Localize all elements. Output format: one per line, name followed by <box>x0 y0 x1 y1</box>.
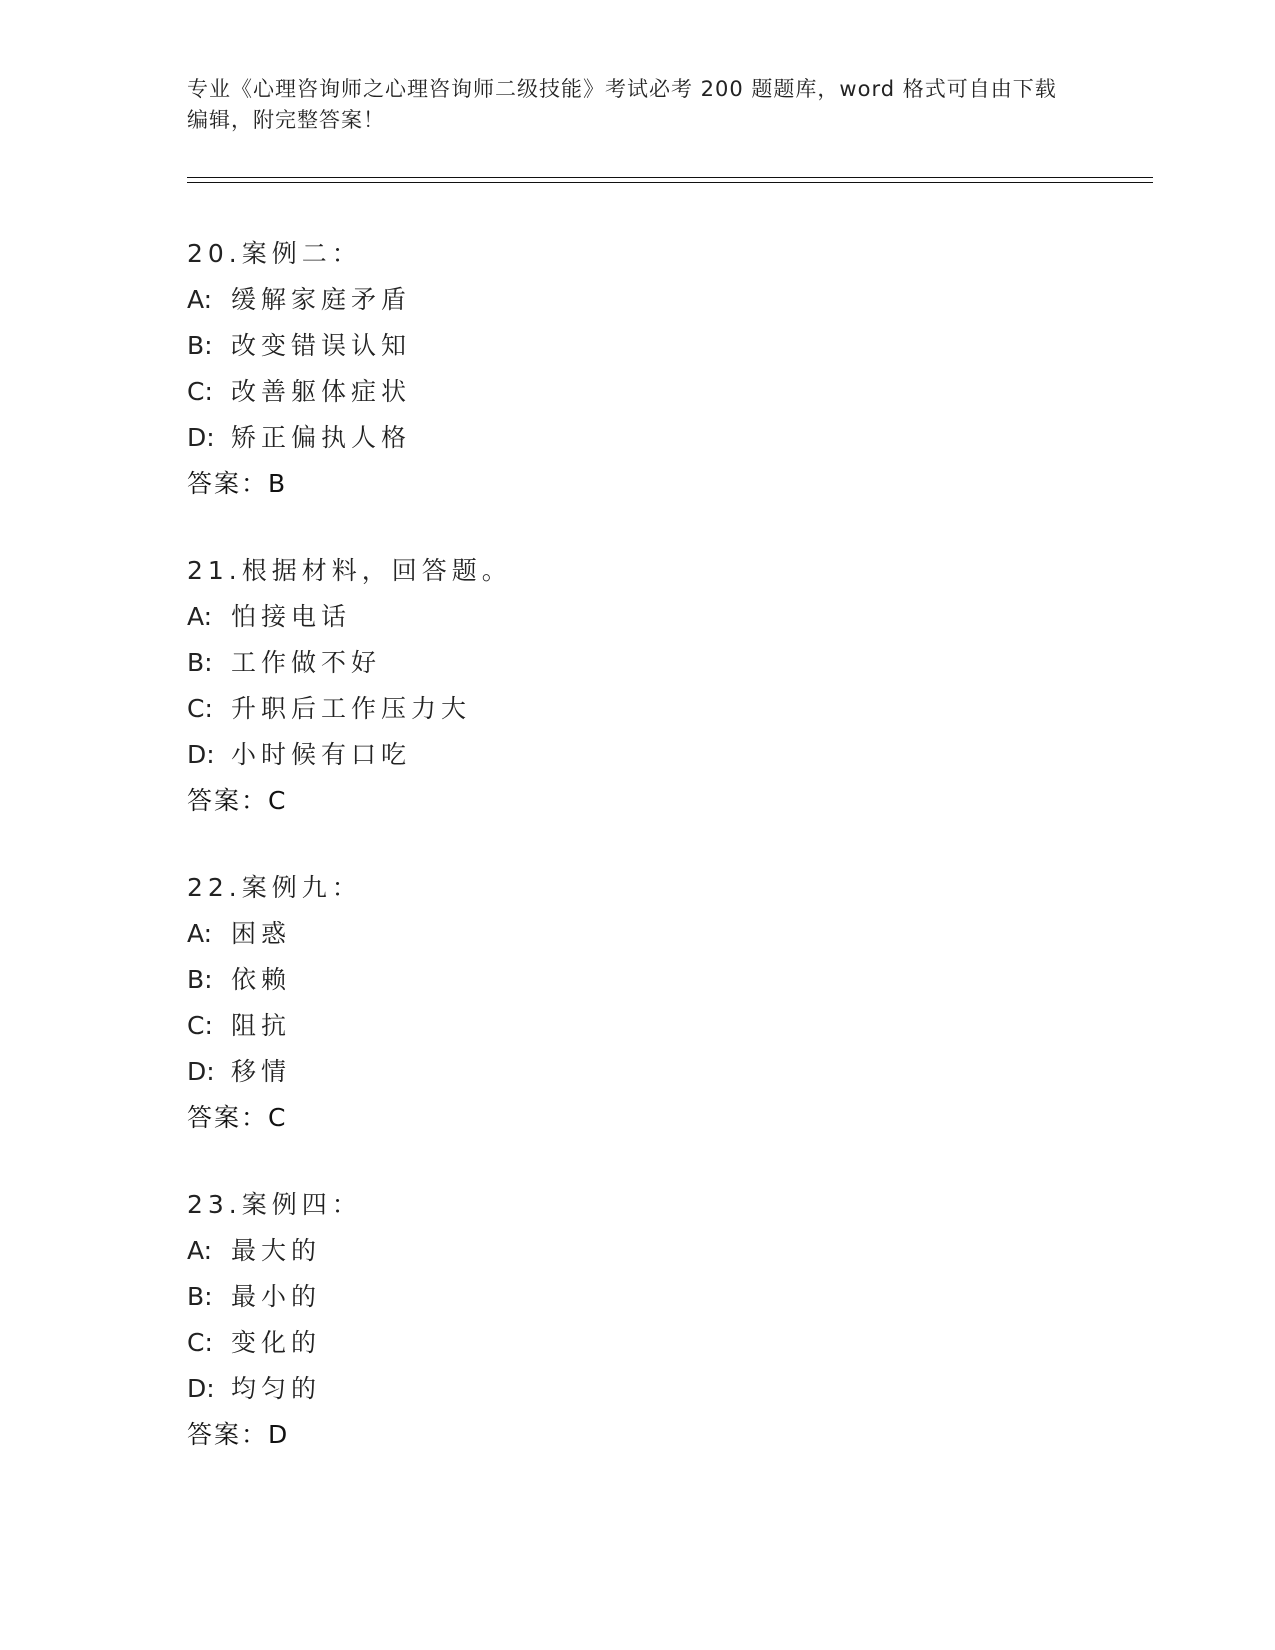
option-text: 升职后工作压力大 <box>231 694 472 723</box>
option-text: 工作做不好 <box>231 648 382 677</box>
option-text: 最大的 <box>231 1236 322 1265</box>
option-text: 移情 <box>231 1057 292 1086</box>
option-d <box>187 1049 362 1095</box>
question-title: 23.案例四： <box>187 1190 362 1219</box>
option-letter: A: <box>187 919 213 948</box>
option-text: 最小的 <box>231 1282 322 1311</box>
header-divider-top <box>187 177 1153 178</box>
option-letter: A: <box>187 602 213 631</box>
question-block <box>187 865 362 1141</box>
option-b <box>187 957 362 1003</box>
document-header: 专业《心理咨询师之心理咨询师二级技能》考试必考 200 题题库，word 格式可自由下载编辑，附完整答案！ <box>187 77 1057 132</box>
answer-line <box>187 1095 362 1141</box>
answer-value: C <box>268 786 286 815</box>
option-a <box>187 277 411 323</box>
option-b <box>187 640 512 686</box>
option-text: 均匀的 <box>231 1374 322 1403</box>
option-b <box>187 323 411 369</box>
option-d <box>187 732 512 778</box>
answer-label: 答案： <box>187 786 269 815</box>
option-text: 困惑 <box>231 919 292 948</box>
option-letter: C: <box>187 1011 213 1040</box>
answer-label: 答案： <box>187 1420 269 1449</box>
answer-value: C <box>268 1103 286 1132</box>
option-text: 缓解家庭矛盾 <box>231 285 412 314</box>
answer-line <box>187 778 512 824</box>
answer-value: B <box>268 469 286 498</box>
answer-label: 答案： <box>187 1103 269 1132</box>
option-b <box>187 1274 362 1320</box>
option-letter: D: <box>187 1374 215 1403</box>
option-letter: B: <box>187 1282 213 1311</box>
option-letter: C: <box>187 1328 213 1357</box>
option-text: 阻抗 <box>231 1011 292 1040</box>
question-block <box>187 231 411 507</box>
option-letter: B: <box>187 965 213 994</box>
question-title: 21.根据材料，回答题。 <box>187 556 512 585</box>
question-block <box>187 1182 362 1458</box>
option-c <box>187 369 411 415</box>
option-d <box>187 415 411 461</box>
question-block <box>187 548 512 824</box>
answer-line <box>187 1412 362 1458</box>
option-a <box>187 594 512 640</box>
option-c <box>187 686 512 732</box>
option-letter: D: <box>187 423 215 452</box>
option-a <box>187 1228 362 1274</box>
option-text: 改善躯体症状 <box>231 377 412 406</box>
question-title: 22.案例九： <box>187 873 362 902</box>
option-letter: A: <box>187 285 213 314</box>
option-a <box>187 911 362 957</box>
option-text: 依赖 <box>231 965 292 994</box>
question-title: 20.案例二： <box>187 239 362 268</box>
option-c <box>187 1003 362 1049</box>
option-text: 改变错误认知 <box>231 331 412 360</box>
option-d <box>187 1366 362 1412</box>
option-letter: B: <box>187 331 213 360</box>
option-letter: D: <box>187 740 215 769</box>
option-letter: B: <box>187 648 213 677</box>
answer-label: 答案： <box>187 469 269 498</box>
answer-value: D <box>268 1420 288 1449</box>
option-text: 小时候有口吃 <box>231 740 412 769</box>
header-divider-bottom <box>187 182 1153 183</box>
option-text: 矫正偏执人格 <box>231 423 412 452</box>
answer-line <box>187 461 411 507</box>
option-letter: C: <box>187 694 213 723</box>
option-letter: C: <box>187 377 213 406</box>
option-letter: A: <box>187 1236 213 1265</box>
option-text: 变化的 <box>231 1328 322 1357</box>
option-text: 怕接电话 <box>231 602 352 631</box>
option-c <box>187 1320 362 1366</box>
option-letter: D: <box>187 1057 215 1086</box>
